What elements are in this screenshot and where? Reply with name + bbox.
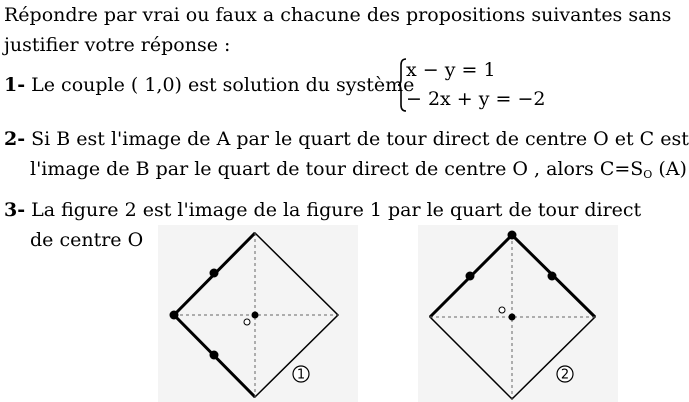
- equation-system: [398, 57, 548, 113]
- question-2-line-2: [30, 158, 687, 186]
- figure-1-label: 1: [296, 367, 306, 383]
- figure-2-midpoint-top-right: [548, 272, 557, 281]
- figure-2-point-o: [499, 307, 505, 313]
- question-3-line-2: de centre O: [30, 229, 144, 251]
- question-2-line-2-text: l'image de B par le quart de tour direct de centre O , alors C=S: [30, 158, 644, 180]
- intro-line-1: Répondre par vrai ou faux a chacune des propositions suivantes sans: [4, 4, 672, 26]
- equation-2: − 2x + y = −2: [406, 88, 546, 110]
- figure-2-center: [509, 314, 516, 321]
- question-2-number: 2-: [4, 128, 26, 150]
- figure-1-left-vertex: [170, 311, 179, 320]
- question-3-number: 3-: [4, 199, 26, 221]
- figure-2-background: [418, 225, 618, 402]
- question-1: [4, 74, 414, 96]
- figure-1-midpoint-bottom-left: [210, 351, 219, 360]
- figure-1-midpoint-top-left: [210, 269, 219, 278]
- figure-2-label: 2: [560, 367, 570, 383]
- question-2-line-1: [4, 128, 689, 150]
- figure-2: [418, 225, 618, 402]
- figure-1: [158, 225, 358, 402]
- figure-1-center: [252, 312, 259, 319]
- figure-1-point-o: [244, 319, 250, 325]
- symmetry-subscript: O: [643, 168, 653, 181]
- question-1-number: 1-: [4, 74, 26, 96]
- question-1-text: Le couple ( 1,0) est solution du système: [25, 74, 415, 96]
- question-3-text: La figure 2 est l'image de la figure 1 par le quart de tour direct: [25, 199, 642, 221]
- question-2-text: Si B est l'image de A par le quart de tour direct de centre O et C est: [25, 128, 689, 150]
- equation-1: x − y = 1: [406, 59, 496, 81]
- figure-2-top-vertex: [508, 231, 517, 240]
- figure-2-midpoint-top-left: [466, 272, 475, 281]
- intro-line-2: justifier votre réponse :: [4, 34, 231, 56]
- question-2-line-2-end: (A): [652, 158, 687, 180]
- question-3-line-1: [4, 199, 641, 221]
